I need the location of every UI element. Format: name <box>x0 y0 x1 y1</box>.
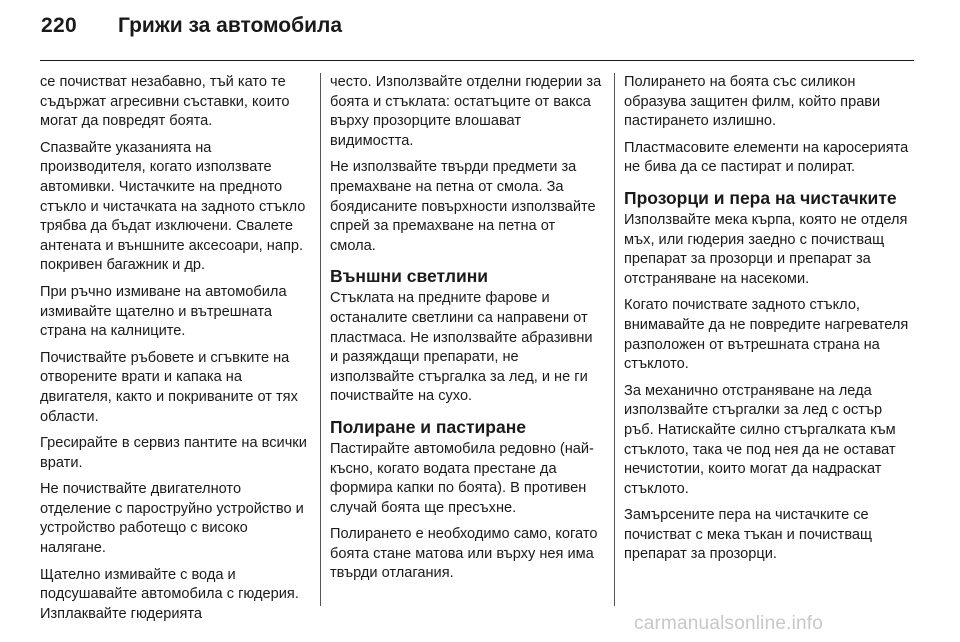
text-column-2 <box>330 73 604 608</box>
paragraph: Не почиствайте двигателното отделение с пароструйно устройство и устройство работещо с високо налягане. <box>40 481 304 557</box>
paragraph: често. Използвайте отделни гюдерии за боята и стъклата: остатъците от вакса върху прозорците влошават видимостта. <box>330 74 602 149</box>
paragraph: Полирането на боята със силикон образува защитен филм, който прави пастирането излишно. <box>624 74 881 130</box>
section-heading-polishing: Полиране и пастиране <box>330 416 527 437</box>
paragraph: Не използвайте твърди предмети за премахване на петна от смола. За боядисаните повърхности използвайте спрей за премахване на петна от смола. <box>330 159 596 254</box>
paragraph: се почистват незабавно, тъй като те съдържат агресивни съставки, които могат да повредят боята. <box>40 74 290 130</box>
paragraph: Спазвайте указанията на производителя, когато използвате автомивки. Чистачките на предното стъкло и чистачката на задното стъкло трябва да бъдат изключени. Свалете антената и външните аксесоари, напр. покривен багажник и др. <box>40 139 306 274</box>
paragraph: Замърсените пера на чистачките се почистват с мека тъкан и почистващ препарат за прозорци. <box>624 507 873 563</box>
section-heading-windows-wipers: Прозорци и пера на чистачките <box>624 187 897 208</box>
paragraph: Стъклата на предните фарове и останалите светлини са направени от пластмаса. Не използвайте абразивни и разяждащи препарати, не използвайте стъргалка за лед, и не ги почиствайте на сухо. <box>330 290 593 405</box>
page-title: Грижи за автомобила <box>118 14 343 37</box>
header-divider <box>40 60 914 61</box>
watermark: carmanualsonline.info <box>634 613 824 634</box>
section-heading-exterior-lights: Външни светлини <box>330 266 489 287</box>
paragraph: Използвайте мека кърпа, която не отделя мъх, или гюдерия заедно с почистващ препарат за прозорци и препарат за отстраняване на насекоми. <box>624 211 908 287</box>
text-column-1 <box>40 73 310 622</box>
paragraph: За механично отстраняване на леда използвайте стъргалки за лед с остър ръб. Натискайте силно стъргалката към стъклото, така че под нея да не остават нечистотии, които могат да надраскат стъклото. <box>624 382 896 497</box>
paragraph: Гресирайте в сервиз пантите на всички врати. <box>40 435 307 471</box>
paragraph: Почиствайте ръбовете и сгъвките на отворените врати и капака на двигателя, както и покриваните от тях области. <box>40 349 298 425</box>
paragraph: Полирането е необходимо само, когато боята стане матова или върху нея има твърди отлагания. <box>330 526 598 582</box>
page-number: 220 <box>41 14 77 37</box>
column-divider <box>614 73 615 606</box>
paragraph: Пастирайте автомобила редовно (най-късно, когато водата престане да формира капки по боята). В противен случай боята ще пресъхне. <box>330 440 594 516</box>
paragraph: Пластмасовите елементи на каросерията не бива да се пастират и полират. <box>624 139 909 176</box>
paragraph: При ръчно измиване на автомобила измивайте щателно и вътрешната страна на калниците. <box>40 283 287 340</box>
column-divider <box>320 73 321 606</box>
paragraph: Когато почиствате задното стъкло, внимавайте да не повредите нагревателя разположен от вътрешната страна на стъклото. <box>624 297 909 373</box>
text-column-3 <box>624 73 910 608</box>
paragraph: Щателно измивайте с вода и подсушавайте автомобила с гюдерия. Изплаквайте гюдерията <box>40 566 299 622</box>
